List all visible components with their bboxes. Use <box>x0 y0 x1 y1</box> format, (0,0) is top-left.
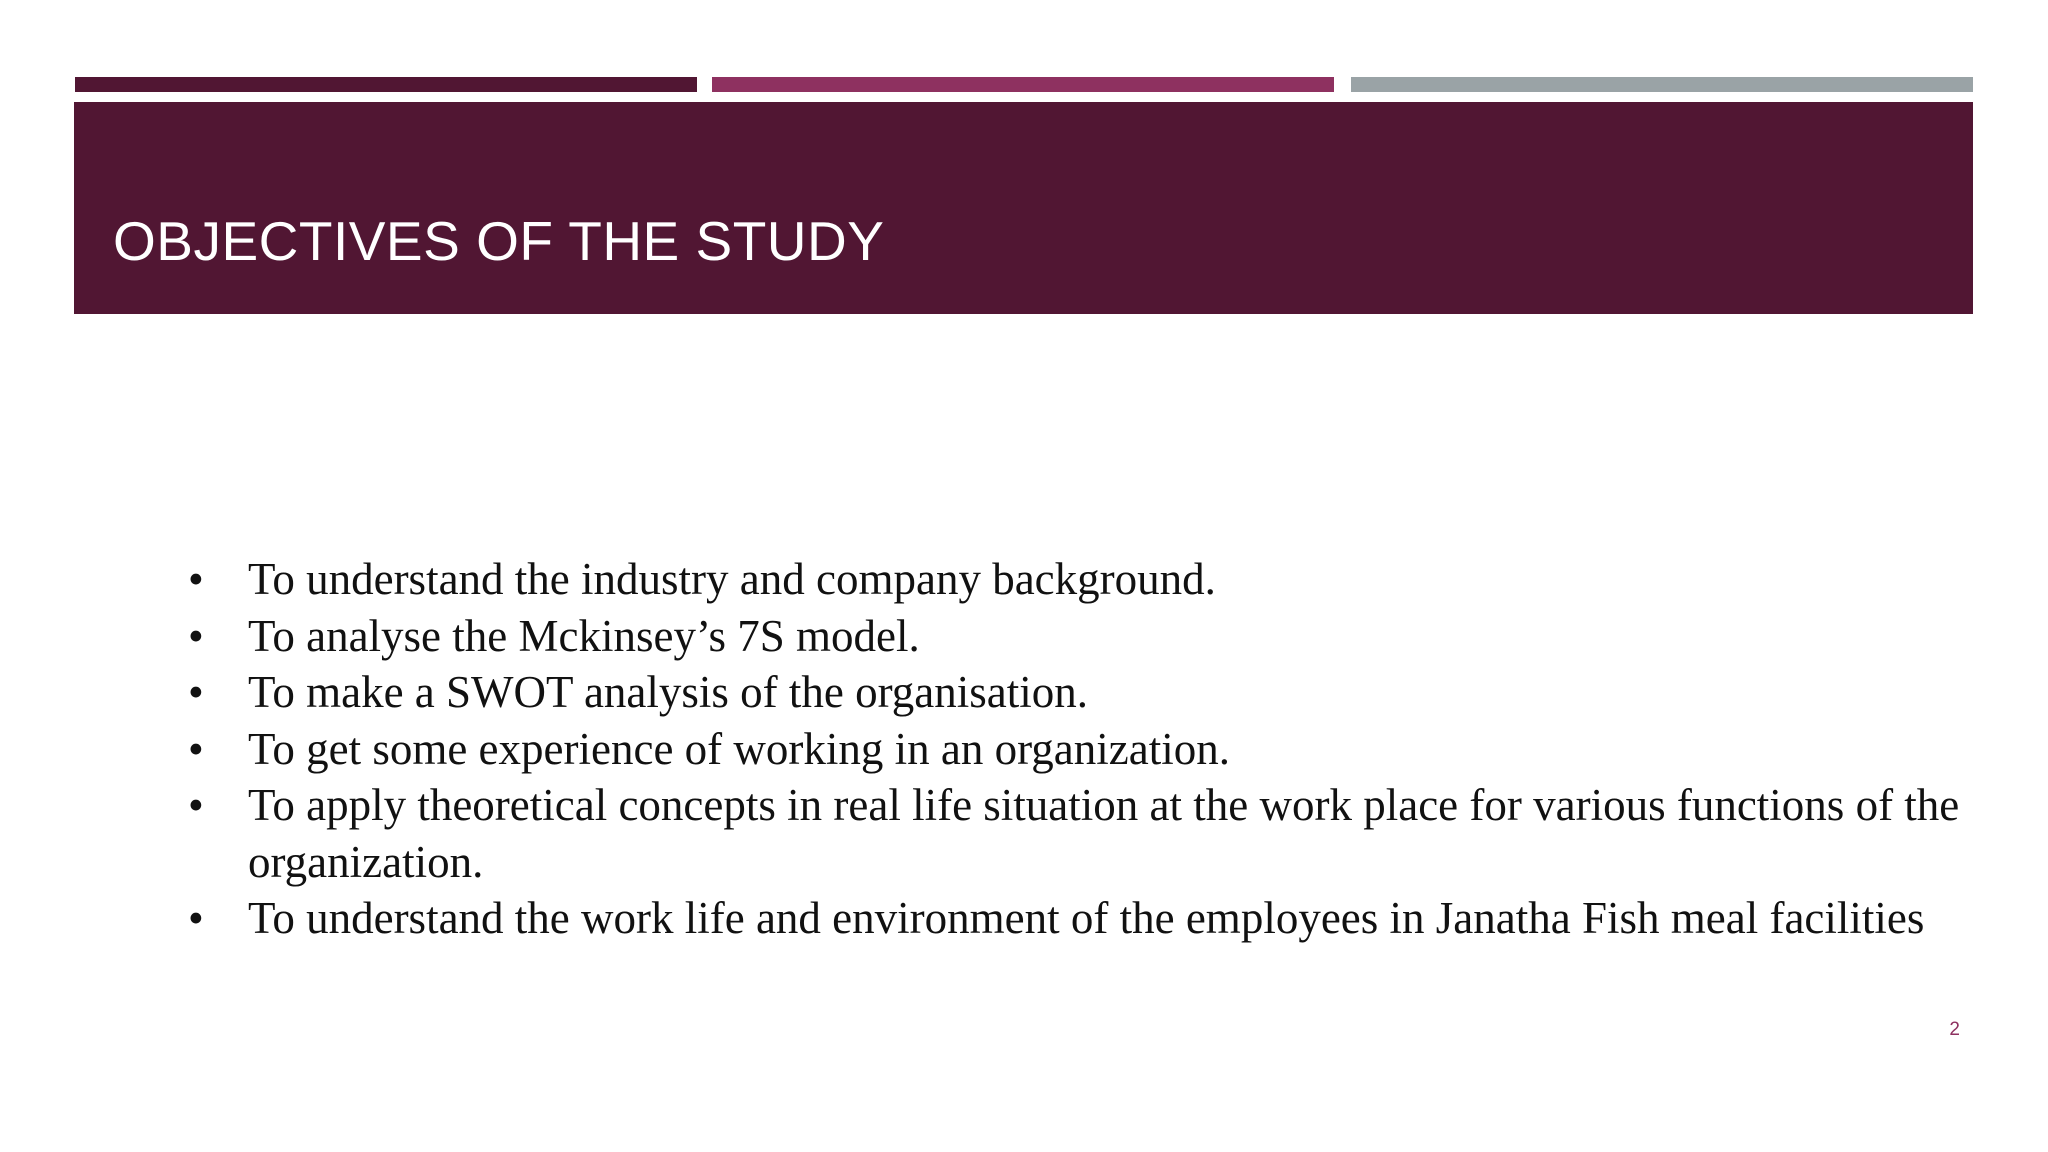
bullet-icon: • <box>188 723 204 774</box>
objective-text: To apply theoretical concepts in real life situation at the work place for various functions of the organization. <box>248 780 1960 887</box>
objective-text: To make a SWOT analysis of the organisation. <box>248 667 1089 717</box>
objective-item-6 <box>185 890 1985 947</box>
objective-item-1 <box>185 551 1985 608</box>
bullet-icon: • <box>188 554 204 604</box>
title-band <box>74 102 1973 314</box>
bullet-icon: • <box>188 893 204 943</box>
bullet-icon: • <box>188 667 204 717</box>
objective-item-2 <box>185 608 1985 665</box>
slide-number: 2 <box>1949 1019 1960 1040</box>
objective-item-5 <box>185 777 1985 890</box>
accent-bar-left <box>75 77 697 92</box>
bullet-icon: • <box>188 780 204 830</box>
objective-text: To understand the industry and company background. <box>248 554 1216 604</box>
objective-text: To get some experience of working in an organization. <box>248 723 1230 774</box>
accent-bar-right <box>1351 77 1973 92</box>
bullet-icon: • <box>188 610 204 661</box>
objective-item-4 <box>185 721 1985 778</box>
accent-bar-middle <box>712 77 1334 92</box>
objective-text: To analyse the Mckinsey’s 7S model. <box>248 610 920 661</box>
objective-item-3 <box>185 664 1985 721</box>
objective-text: To understand the work life and environment of the employees in Janatha Fish meal facilities <box>248 893 1925 943</box>
objectives-list <box>185 551 1985 947</box>
slide-title: OBJECTIVES OF THE STUDY <box>113 210 885 272</box>
